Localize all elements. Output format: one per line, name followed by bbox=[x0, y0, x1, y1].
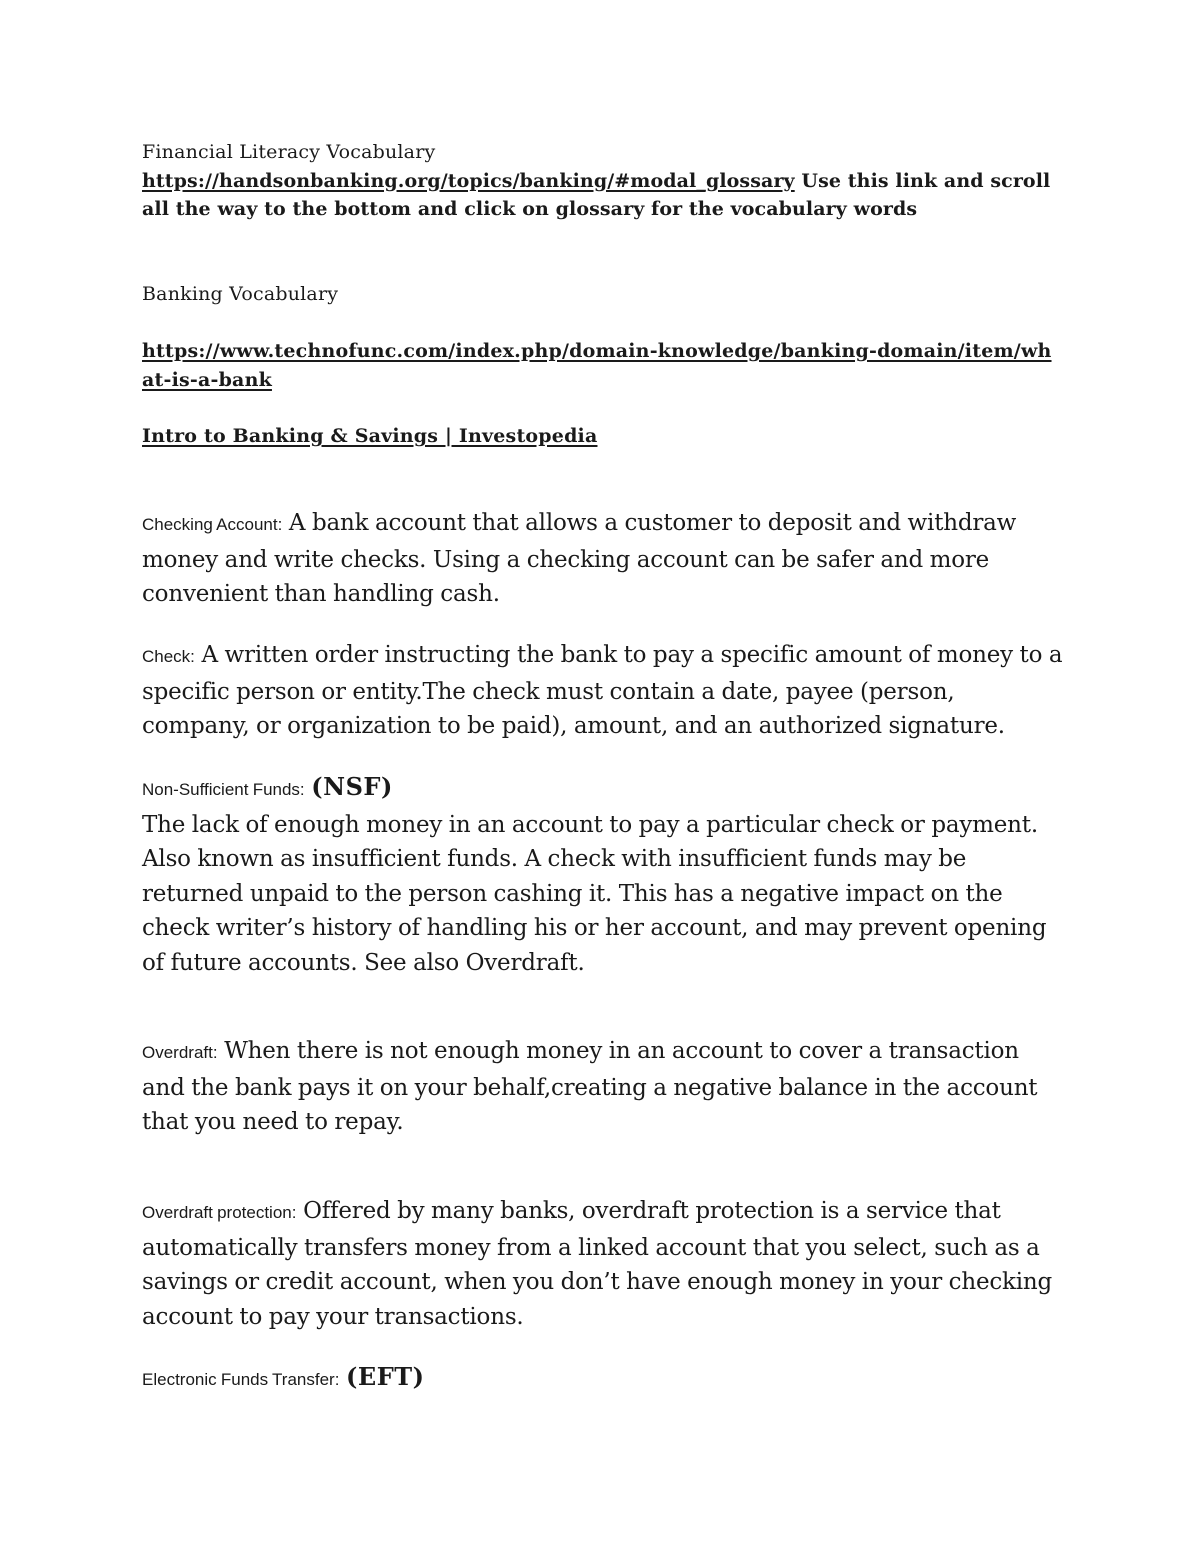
term-definition: A written order instructing the bank to pay a specific amount of money to a specific person or entity.The check must contain a date, payee (person, company, or organization to be paid), amount, and an authorized signature. bbox=[142, 642, 1063, 739]
term-definition: The lack of enough money in an account to pay a particular check or payment. Also known as insufficient funds. A check with insufficient funds may be returned unpaid to the person cashing it. This has a negative impact on the check writer’s history of handling his or her account, and may prevent opening of future accounts. See also Overdraft. bbox=[142, 811, 1047, 976]
technofunc-link-wrap bbox=[142, 337, 1067, 394]
link-instructions-text: Use this link and scroll all the way to the bottom and click on glossary for the vocabulary words bbox=[142, 169, 1051, 220]
banking-heading: Banking Vocabulary bbox=[142, 283, 339, 305]
term-label: Checking Account: bbox=[142, 515, 283, 534]
term-definition: When there is not enough money in an account to cover a transaction and the bank pays it on your behalf,creating a negative balance in the account that you need to repay. bbox=[142, 1038, 1038, 1135]
term-definition: Offered by many banks, overdraft protection is a service that automatically transfers money from a linked account that you select, such as a savings or credit account, when you don’t have enough money in your checking account to pay your transactions. bbox=[142, 1198, 1053, 1330]
term-nsf bbox=[142, 770, 1067, 980]
term-abbreviation: (EFT) bbox=[346, 1362, 425, 1391]
term-check bbox=[142, 638, 1067, 744]
term-definition: A bank account that allows a customer to deposit and withdraw money and write checks. Using a checking account can be safer and more convenient than handling cash. bbox=[142, 510, 1017, 607]
term-abbreviation: (NSF) bbox=[311, 772, 393, 801]
term-label: Check: bbox=[142, 647, 195, 666]
intro-section bbox=[142, 138, 1067, 224]
document-title: Financial Literacy Vocabulary bbox=[142, 141, 436, 163]
term-heading bbox=[142, 770, 1067, 808]
glossary-instructions bbox=[142, 167, 1067, 224]
investopedia-link[interactable]: Intro to Banking & Savings | Investopedia bbox=[142, 425, 598, 447]
term-label: Overdraft protection: bbox=[142, 1203, 297, 1222]
investopedia-link-wrap bbox=[142, 422, 1067, 451]
term-checking-account bbox=[142, 506, 1067, 612]
technofunc-link[interactable]: https://www.technofunc.com/index.php/domain-knowledge/banking-domain/item/what-is-a-bank bbox=[142, 340, 1052, 391]
term-label: Overdraft: bbox=[142, 1043, 218, 1062]
term-overdraft-protection bbox=[142, 1194, 1067, 1334]
term-label: Non-Sufficient Funds: bbox=[142, 780, 305, 799]
term-overdraft bbox=[142, 1034, 1067, 1140]
term-label: Electronic Funds Transfer: bbox=[142, 1370, 340, 1389]
handsonbanking-link[interactable]: https://handsonbanking.org/topics/banking/#modal_glossary bbox=[142, 169, 795, 192]
term-eft bbox=[142, 1360, 1067, 1398]
